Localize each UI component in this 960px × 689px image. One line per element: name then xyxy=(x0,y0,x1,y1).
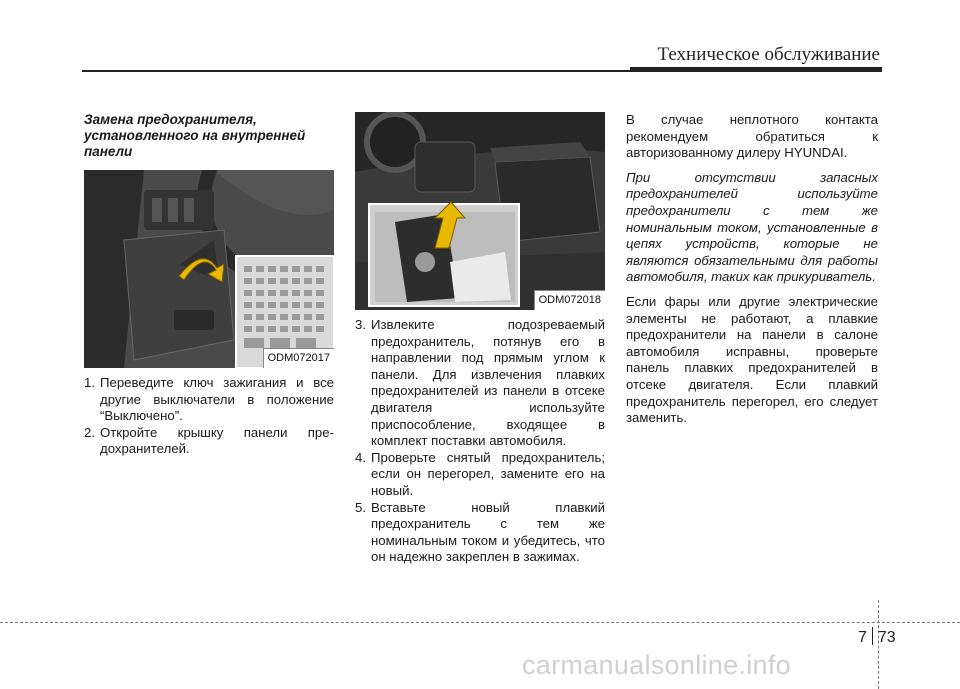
section-header-title: Техническое обслуживание xyxy=(657,44,880,65)
step-item xyxy=(84,425,334,458)
step-text: Вставьте новый плавкий предохранитель с тем же номинальным током и убедитесь, что он надежно закреплен в зажимах. xyxy=(371,499,605,565)
header-rule-accent xyxy=(630,67,882,72)
step-text: Переведите ключ зажигания и все другие выключатели в положение “Выключено”. xyxy=(100,375,334,424)
step-item xyxy=(84,375,334,425)
step-item xyxy=(355,317,605,450)
page-number-value: 73 xyxy=(877,629,896,646)
step-number: 4. xyxy=(355,449,366,465)
subtitle-line: панели xyxy=(84,144,133,159)
engine-fuse-box-photo xyxy=(355,112,605,310)
interior-fuse-panel-photo xyxy=(84,170,334,368)
middle-column xyxy=(355,112,605,566)
spare-fuse-note: При отсутствии запасных предохранителей используйте предохранители с тем же номинальным током, установленные в цепях устройств, которые не являются обязательными для работы автомобиля, таких как прикуриватель. xyxy=(626,169,878,285)
engine-fuse-box-illustration xyxy=(355,112,605,310)
page-number xyxy=(858,627,896,647)
step-number: 5. xyxy=(355,499,366,515)
step-text: Откройте крышку панели пре‐дохранителей. xyxy=(100,424,334,457)
step-number: 3. xyxy=(355,317,366,332)
step-item xyxy=(355,450,605,500)
right-column xyxy=(626,112,878,435)
page-number-separator xyxy=(872,627,873,645)
interior-fuse-panel-illustration xyxy=(84,170,334,368)
step-item xyxy=(355,500,605,566)
step-number: 1. xyxy=(84,375,95,390)
chapter-number: 7 xyxy=(858,629,867,646)
step-text: Извлеките подозреваемый предохранитель, потянув его в направлении под прямым углом к панели. Для извлечения плавких предохранителей из панели в отсеке двигателя используйте приспособление, входящее в комплект поставки автомобиля. xyxy=(371,317,605,449)
step-number: 2. xyxy=(84,424,95,440)
figure-code-label: ODM072017 xyxy=(263,348,334,368)
footer-rule xyxy=(0,622,960,623)
left-column xyxy=(84,112,334,458)
section-subtitle xyxy=(84,112,334,160)
figure-code-label: ODM072018 xyxy=(534,290,605,310)
engine-fuse-check-paragraph: Если фары или другие электрические элементы не работают, а плавкие предохранители на панели в салоне автомобиля исправны, проверьте панель плавких предохранителей в отсеке двигателя. Если плавкий предохранитель перегорел, его следует заменить. xyxy=(626,293,878,426)
subtitle-line: установленного на внутренней xyxy=(84,128,306,143)
instruction-steps xyxy=(84,375,334,458)
instruction-steps xyxy=(355,317,605,566)
watermark-text: carmanualsonline.info xyxy=(522,650,791,680)
subtitle-line: Замена предохранителя, xyxy=(84,112,257,127)
step-text: Проверьте снятый предохранитель; если он перегорел, замените его на новый. xyxy=(371,449,605,498)
dealer-contact-paragraph: В случае неплотного контакта рекомендуем обратиться к авторизованному дилеру HYUNDAI. xyxy=(626,112,878,161)
